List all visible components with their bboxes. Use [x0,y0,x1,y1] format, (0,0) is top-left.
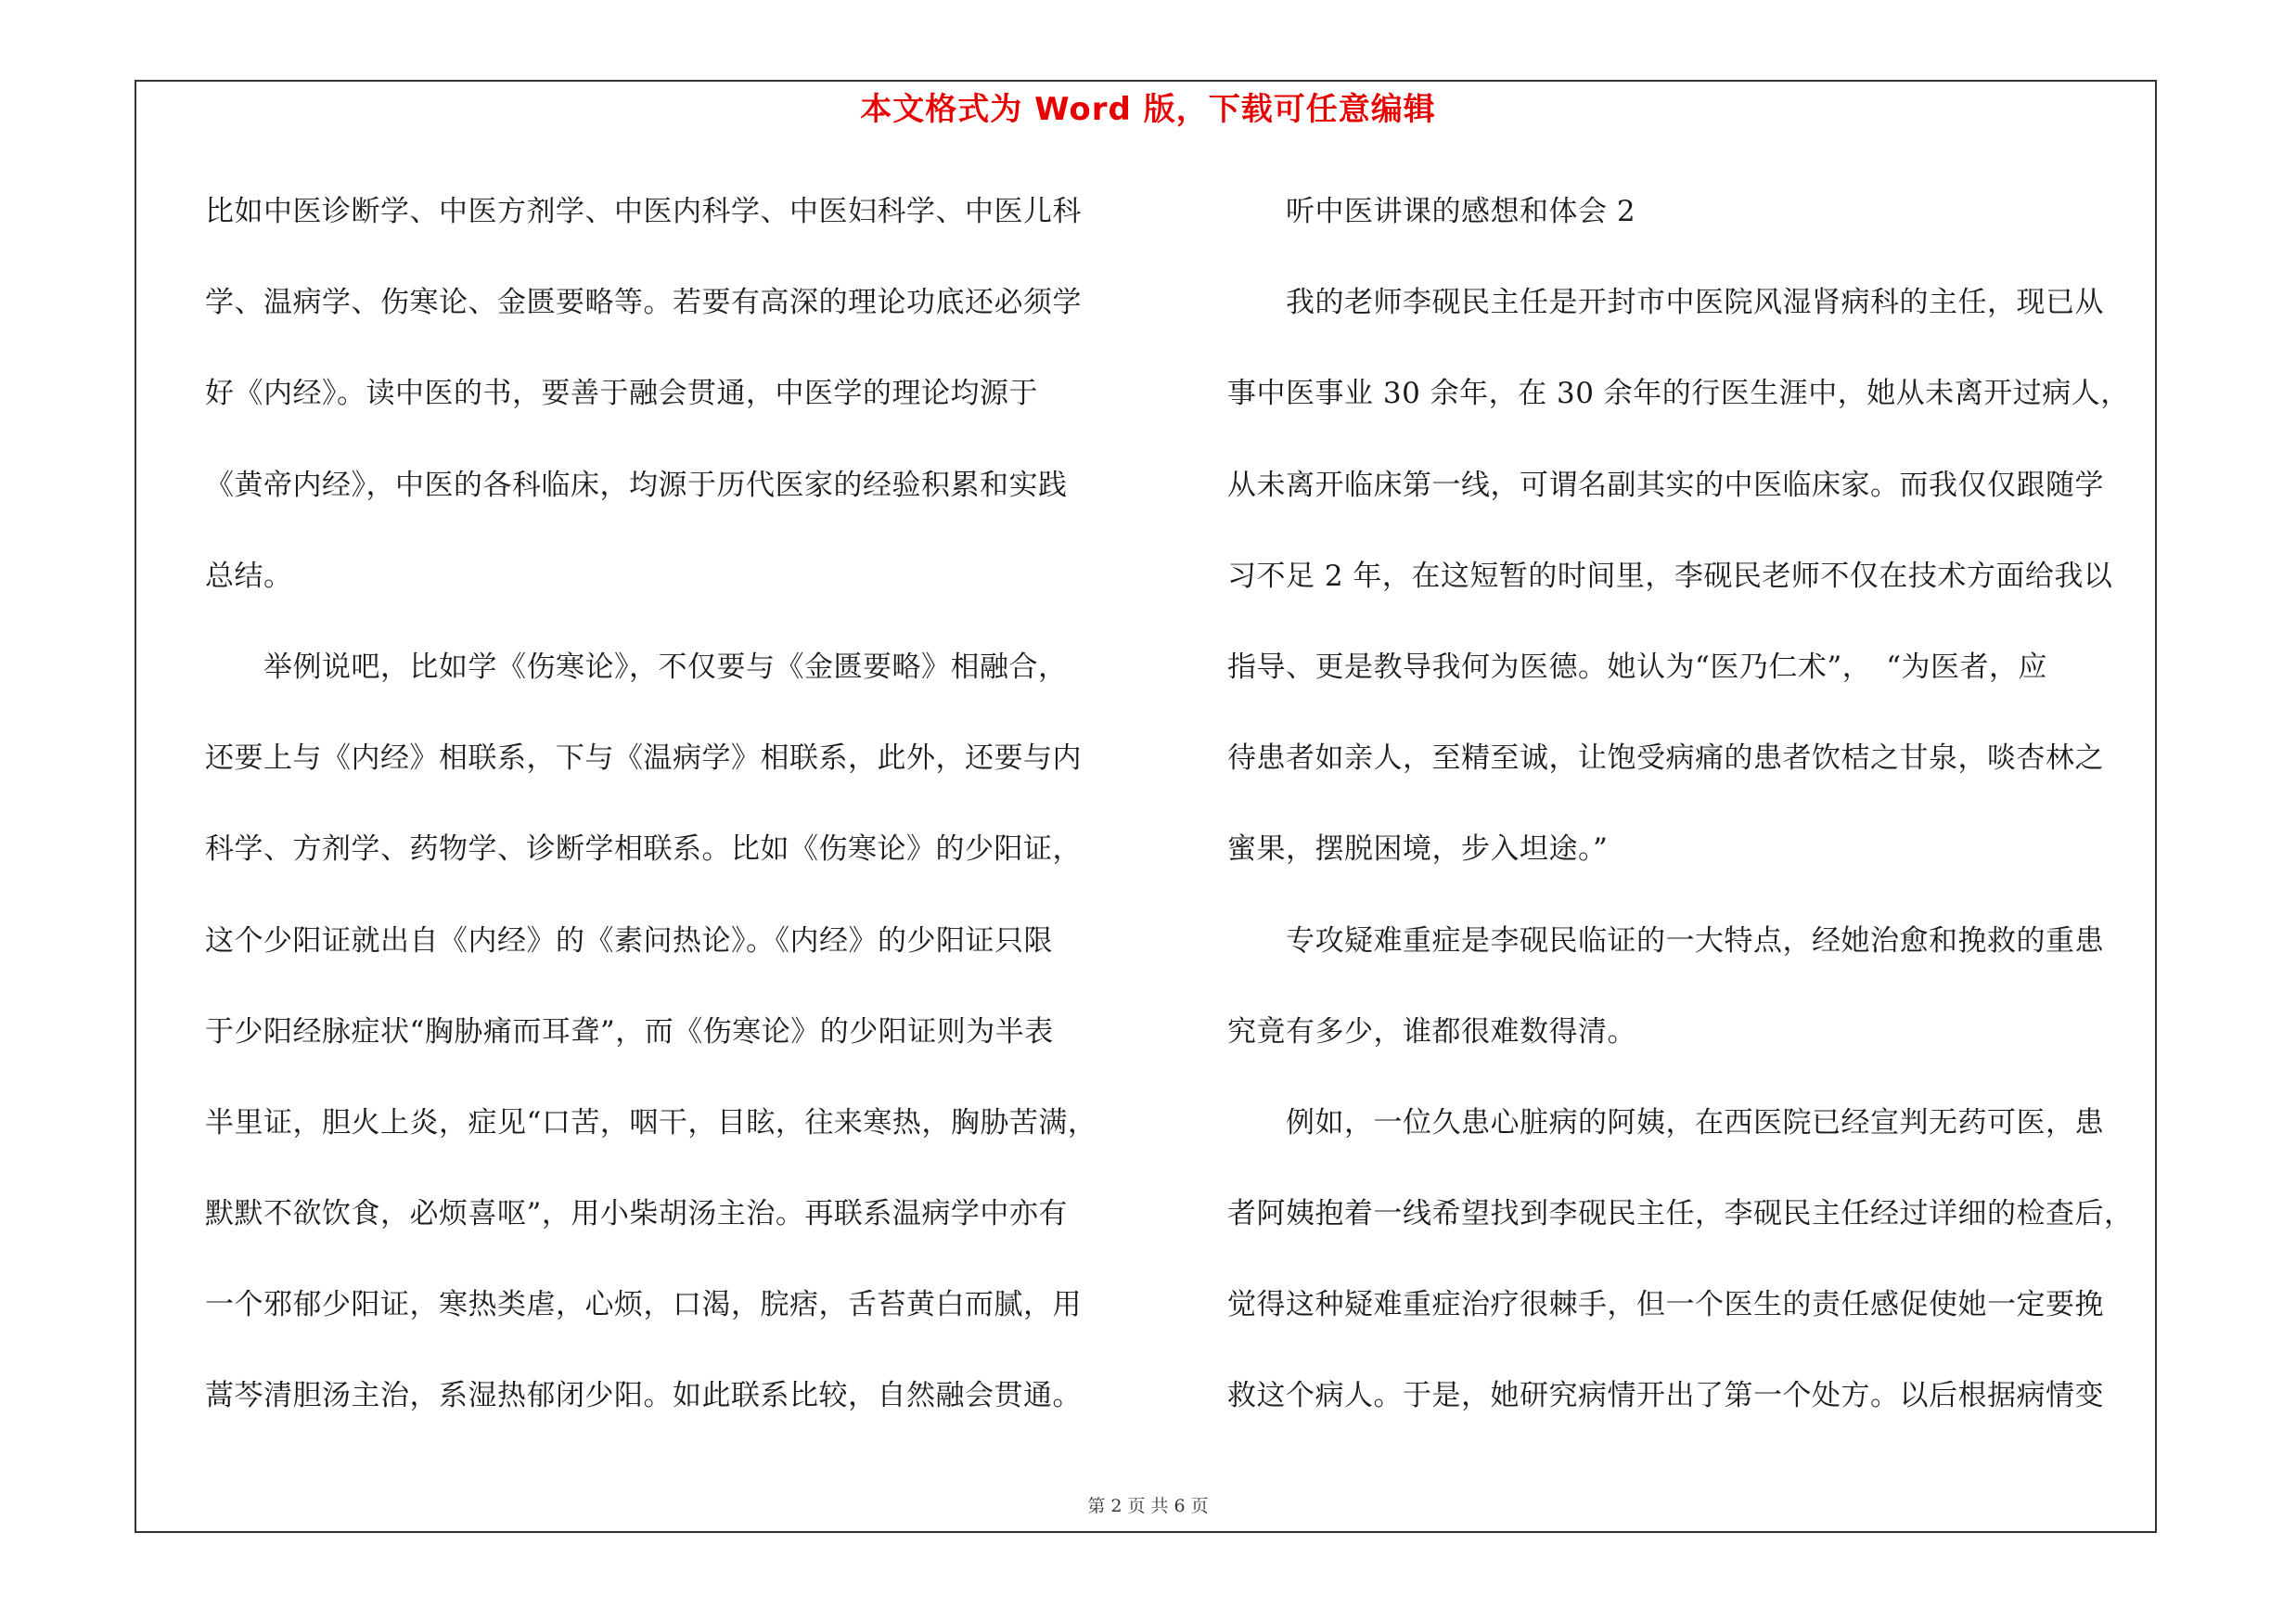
left-text-column [205,186,1161,1462]
text-line: 指导、更是教导我何为医德。她认为“医乃仁术”， “为医者，应 [1227,650,2048,684]
text-line: 举例说吧，比如学《伤寒论》，不仅要与《金匮要略》相融合， [205,650,1068,684]
text-line: 我的老师李砚民主任是开封市中医院风湿肾病科的主任，现已从 [1227,286,2104,320]
text-line: 这个少阳证就出自《内经》的《素问热论》。《内经》的少阳证只限 [205,923,1053,958]
text-line: 从未离开临床第一线，可谓名副其实的中医临床家。而我仅仅跟随学 [1227,468,2104,502]
right-text-column [1227,186,2155,1462]
section-heading: 听中医讲课的感想和体会 2 [1227,195,1636,228]
text-line: 学、温病学、伤寒论、金匮要略等。若要有高深的理论功底还必须学 [205,286,1082,320]
text-line: 救这个病人。于是，她研究病情开出了第一个处方。以后根据病情变 [1227,1379,2104,1413]
text-line: 事中医事业 30 余年，在 30 余年的行医生涯中，她从未离开过病人， [1227,377,2130,411]
text-line: 觉得这种疑难重症治疗很棘手，但一个医生的责任感促使她一定要挽 [1227,1288,2104,1322]
text-line: 待患者如亲人，至精至诚，让饱受病痛的患者饮桔之甘泉，啖杏林之 [1227,741,2104,776]
text-line: 于少阳经脉症状“胸胁痛而耳聋”，而《伤寒论》的少阳证则为半表 [205,1014,1054,1049]
text-line: 比如中医诊断学、中医方剂学、中医内科学、中医妇科学、中医儿科 [205,195,1082,228]
page-number: 第 2 页 共 6 页 [1087,1496,1209,1516]
text-line: 还要上与《内经》相联系，下与《温病学》相联系，此外，还要与内 [205,741,1082,776]
text-line: 蜜果，摆脱困境，步入坦途。” [1227,832,1609,867]
text-line: 半里证，胆火上炎，症见“口苦，咽干，目眩，往来寒热，胸胁苦满， [205,1105,1097,1140]
text-line: 蒿芩清胆汤主治，系湿热郁闭少阳。如此联系比较，自然融会贯通。 [205,1379,1082,1413]
text-line: 例如，一位久患心脏病的阿姨，在西医院已经宣判无药可医，患 [1227,1105,2104,1140]
text-line: 究竟有多少，谁都很难数得清。 [1227,1014,1636,1049]
text-line: 专攻疑难重症是李砚民临证的一大特点，经她治愈和挽救的重患 [1227,923,2104,958]
text-line: 者阿姨抱着一线希望找到李砚民主任，李砚民主任经过详细的检查后， [1227,1197,2134,1231]
text-line: 默默不欲饮食，必烦喜呕”，用小柴胡汤主治。再联系温病学中亦有 [205,1197,1068,1231]
text-line: 好《内经》。读中医的书，要善于融会贯通，中医学的理论均源于 [205,377,1038,411]
text-line: 一个邪郁少阳证，寒热类虐，心烦，口渴，脘痞，舌苔黄白而腻，用 [205,1288,1082,1322]
text-line: 总结。 [205,559,293,593]
text-line: 科学、方剂学、药物学、诊断学相联系。比如《伤寒论》的少阳证， [205,832,1082,867]
text-line: 习不足 2 年，在这短暂的时间里，李砚民老师不仅在技术方面给我以 [1227,559,2113,593]
format-banner: 本文格式为 Word 版，下载可任意编辑 [860,91,1436,128]
text-line: 《黄帝内经》，中医的各科临床，均源于历代医家的经验积累和实践 [205,468,1068,502]
